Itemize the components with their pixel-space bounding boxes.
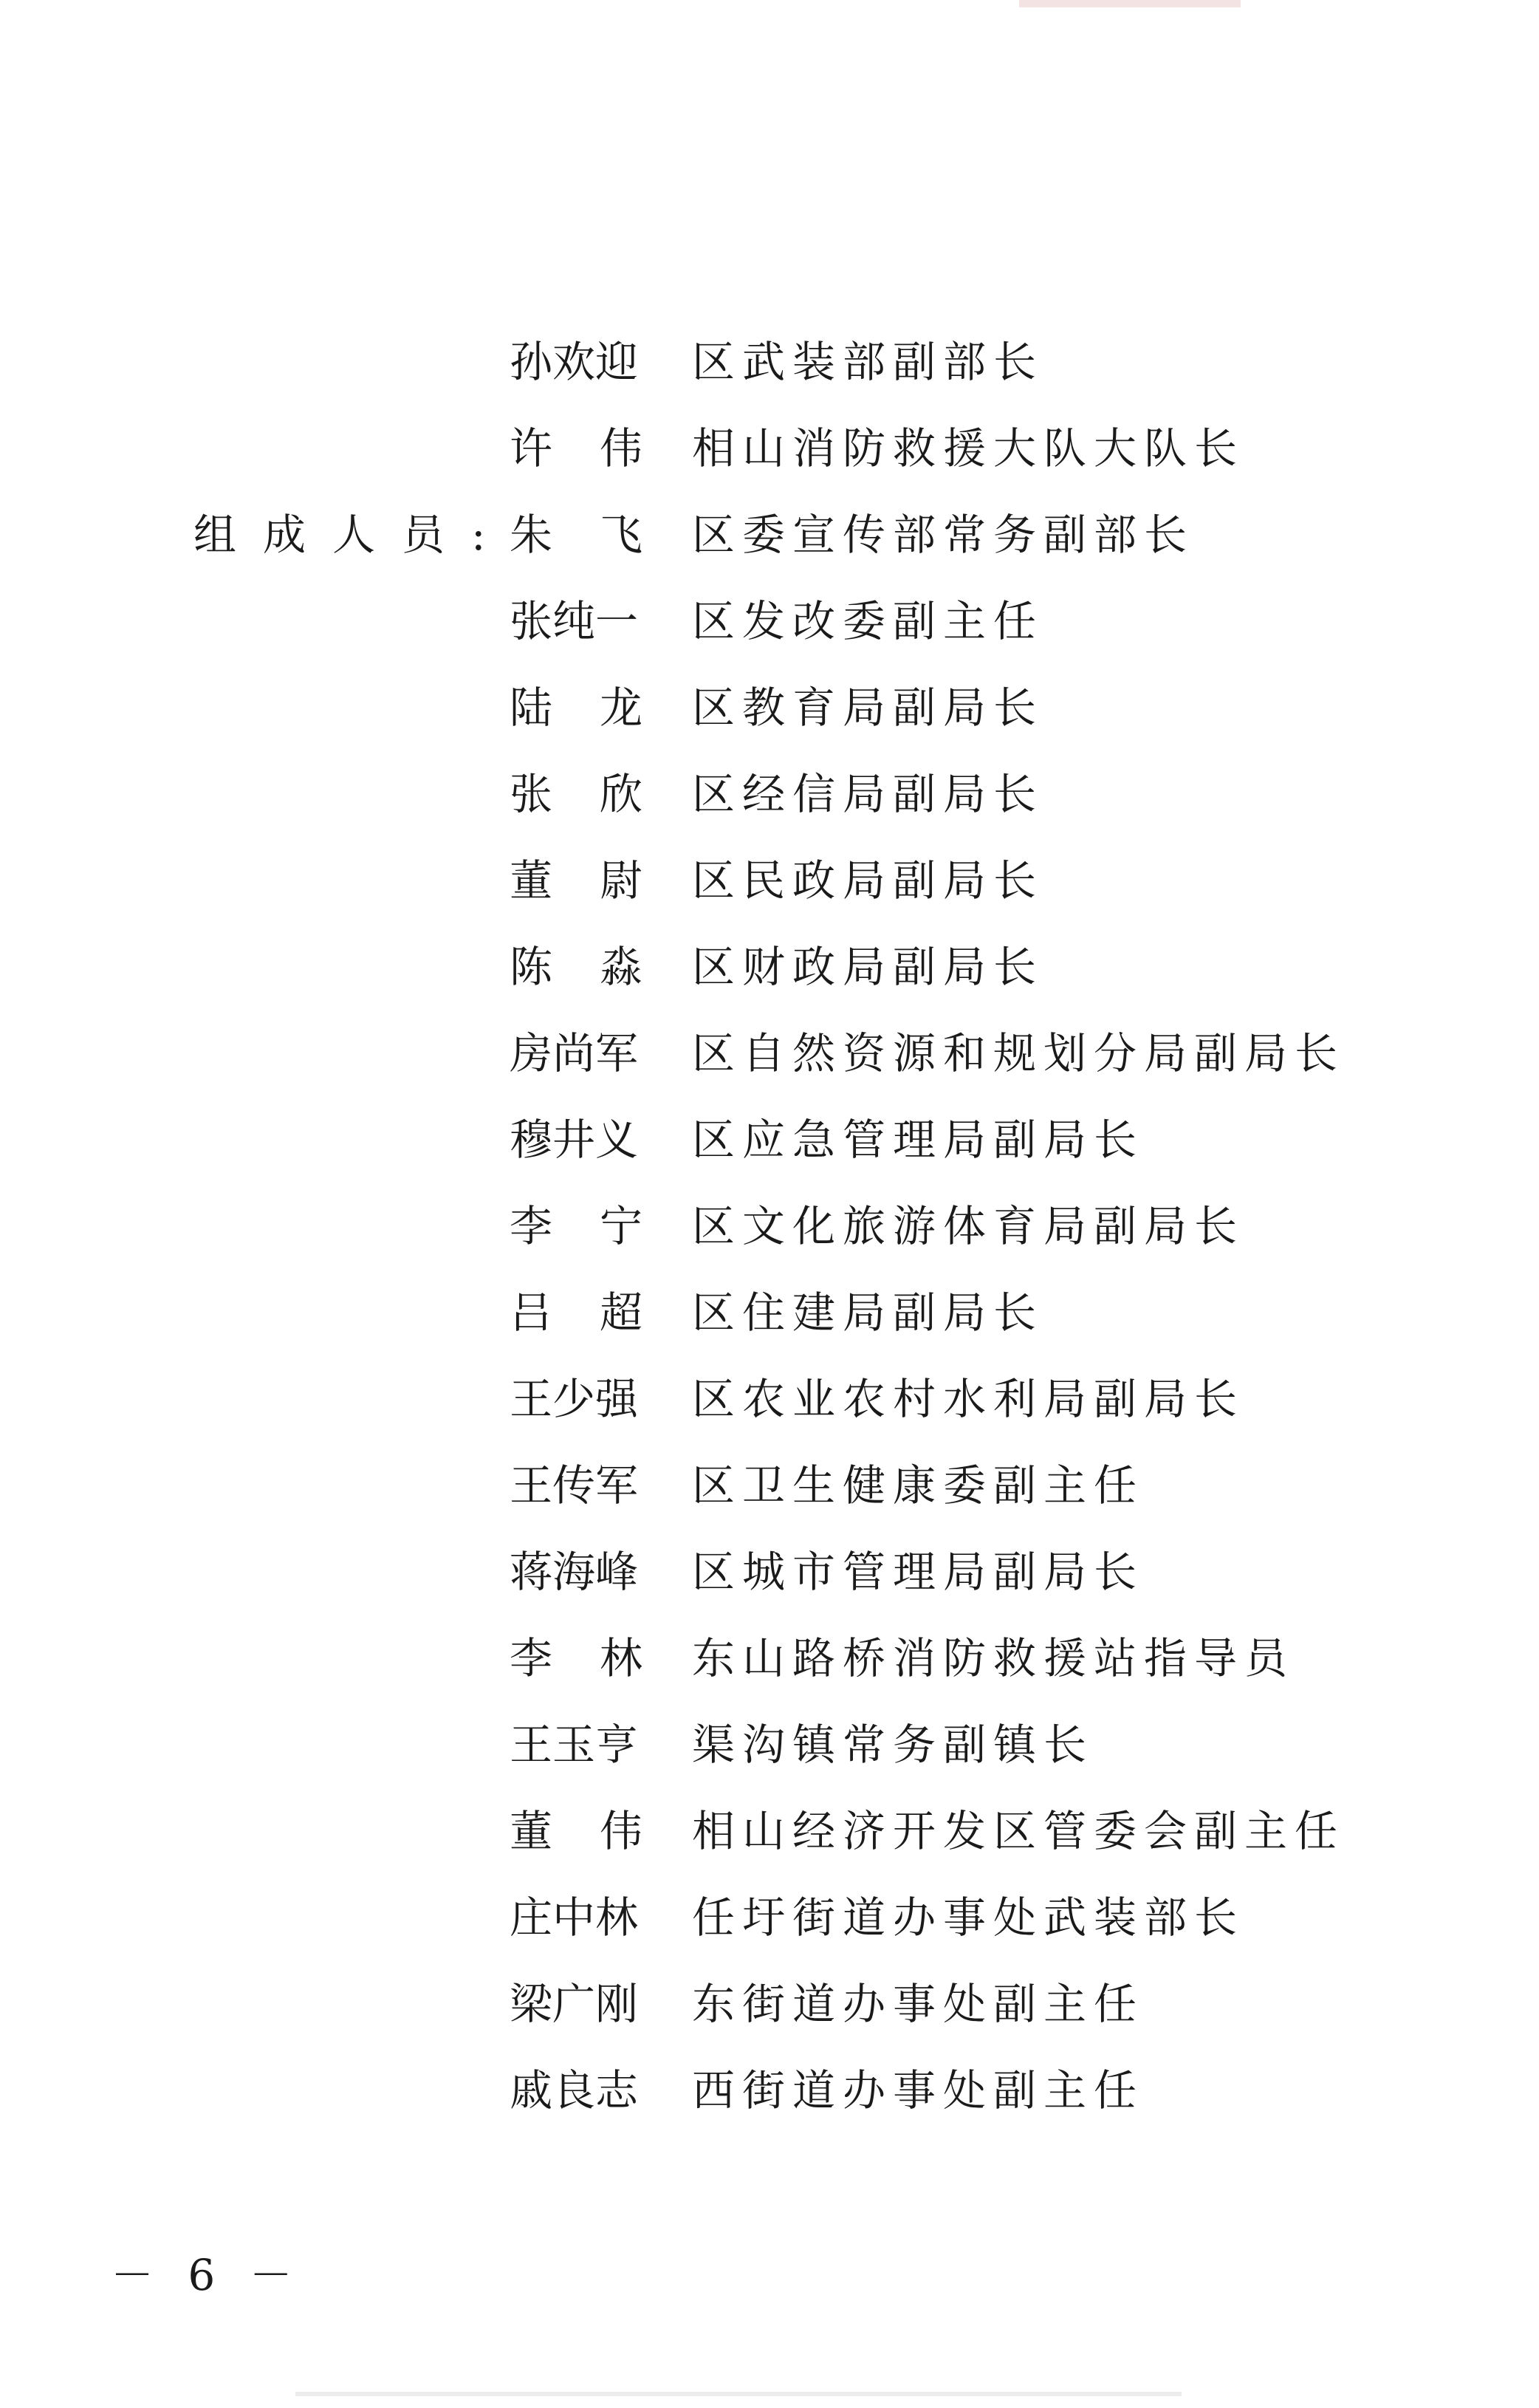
scan-mark-bottom [295, 2392, 1182, 2396]
member-title: 渠沟镇常务副镇长 [692, 1720, 1094, 1770]
member-title: 任圩街道办事处武装部长 [692, 1892, 1245, 1943]
member-name [510, 1621, 642, 1695]
roster-row [0, 411, 1539, 498]
member-title: 区发改委副主任 [692, 596, 1044, 646]
roster-row [0, 757, 1539, 844]
name-char: 淼 [599, 942, 642, 992]
member-name [510, 498, 642, 572]
roster-row [0, 1189, 1539, 1276]
member-name: 王传军 [510, 1460, 639, 1511]
roster-row [0, 1448, 1539, 1535]
name-char: 吕 [510, 1287, 553, 1338]
name-char: 李 [510, 1201, 553, 1251]
member-title: 区自然资源和规划分局副局长 [692, 1028, 1346, 1078]
page-number: － 6 － [111, 2250, 303, 2300]
roster-row [0, 1794, 1539, 1881]
name-char: 李 [510, 1633, 553, 1683]
member-roster [0, 325, 1539, 2140]
roster-row [0, 930, 1539, 1016]
member-title: 区应急管理局副局长 [692, 1115, 1145, 1165]
roster-row [0, 2053, 1539, 2140]
name-char: 超 [599, 1287, 642, 1338]
name-char: 董 [510, 1806, 553, 1856]
member-name [510, 930, 642, 1004]
member-name: 王少强 [510, 1374, 639, 1424]
member-name: 庄中林 [510, 1892, 639, 1943]
member-name: 穆井义 [510, 1115, 639, 1165]
member-title: 相山消防救援大队大队长 [692, 423, 1245, 473]
name-char: 伟 [599, 1806, 642, 1856]
member-title: 区文化旅游体育局副局长 [692, 1201, 1245, 1251]
roster-row [0, 671, 1539, 757]
name-char: 朱 [510, 510, 553, 560]
member-name [510, 1189, 642, 1263]
member-title: 相山经济开发区管委会副主任 [692, 1806, 1346, 1856]
member-title: 区卫生健康委副主任 [692, 1460, 1145, 1511]
member-title: 区委宣传部常务副部长 [692, 510, 1195, 560]
roster-row [0, 1016, 1539, 1103]
name-char: 陆 [510, 683, 553, 733]
member-name: 孙欢迎 [510, 337, 639, 387]
roster-row [0, 1276, 1539, 1362]
member-name [510, 1276, 642, 1350]
member-title: 区经信局副局长 [692, 769, 1044, 819]
name-char: 董 [510, 855, 553, 906]
member-name: 房尚军 [510, 1028, 639, 1078]
member-name: 梁广刚 [510, 1979, 639, 2029]
roster-row [0, 1881, 1539, 1967]
name-char: 陈 [510, 942, 553, 992]
roster-row [0, 325, 1539, 411]
scan-mark-top [1019, 0, 1241, 7]
member-name: 蒋海峰 [510, 1547, 639, 1597]
roster-row [0, 498, 1539, 584]
member-title: 区财政局副局长 [692, 942, 1044, 992]
roster-row [0, 1621, 1539, 1708]
member-name [510, 411, 642, 485]
name-char: 张 [510, 769, 553, 819]
member-title: 东山路桥消防救援站指导员 [692, 1633, 1295, 1683]
name-char: 飞 [599, 510, 642, 560]
roster-row [0, 584, 1539, 671]
member-name [510, 1794, 642, 1868]
member-name [510, 671, 642, 745]
member-name: 戚良志 [510, 2065, 639, 2115]
member-name: 王玉亨 [510, 1720, 639, 1770]
member-title: 区民政局副局长 [692, 855, 1044, 906]
name-char: 尉 [599, 855, 642, 906]
roster-row [0, 844, 1539, 930]
member-title: 区城市管理局副局长 [692, 1547, 1145, 1597]
roster-row [0, 1967, 1539, 2053]
name-char: 龙 [599, 683, 642, 733]
member-title: 西街道办事处副主任 [692, 2065, 1145, 2115]
member-title: 东街道办事处副主任 [692, 1979, 1145, 2029]
member-title: 区教育局副局长 [692, 683, 1044, 733]
group-label: 组成人员: [193, 510, 513, 560]
member-title: 区住建局副局长 [692, 1287, 1044, 1338]
roster-row [0, 1362, 1539, 1448]
member-name [510, 757, 642, 831]
name-char: 许 [510, 423, 553, 473]
member-name [510, 844, 642, 917]
member-name: 张纯一 [510, 596, 639, 646]
name-char: 宁 [599, 1201, 642, 1251]
roster-row [0, 1708, 1539, 1794]
name-char: 欣 [599, 769, 642, 819]
name-char: 林 [599, 1633, 642, 1683]
name-char: 伟 [599, 423, 642, 473]
member-title: 区武装部副部长 [692, 337, 1044, 387]
roster-row [0, 1103, 1539, 1189]
roster-row [0, 1535, 1539, 1621]
member-title: 区农业农村水利局副局长 [692, 1374, 1245, 1424]
